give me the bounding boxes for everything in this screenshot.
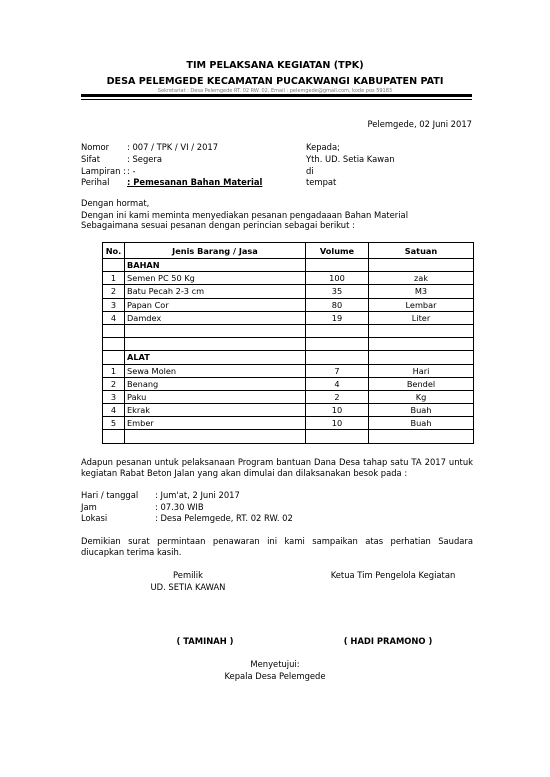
- cell-volume: 100: [306, 272, 369, 285]
- greeting: Dengan hormat,: [81, 198, 150, 208]
- sifat-label: Sifat: [81, 154, 101, 164]
- cell-item: Ember: [125, 417, 306, 430]
- cell-unit: Buah: [369, 417, 474, 430]
- intro-line2: Sebagaimana sesuai pesanan dengan perincian sebagai berikut :: [81, 220, 355, 230]
- table-row: [103, 272, 474, 285]
- letterhead-title: TIM PELAKSANA KEGIATAN (TPK): [186, 60, 364, 71]
- letterhead-divider-thick: [81, 94, 472, 97]
- nomor-label: Nomor: [81, 142, 110, 152]
- cell-no: 2: [103, 285, 125, 298]
- section-row-bahan: [103, 259, 474, 272]
- lampiran-value: : -: [127, 166, 136, 176]
- cell-no: 1: [103, 364, 125, 377]
- cell-item: Sewa Molen: [125, 364, 306, 377]
- cell-unit: Bendel: [369, 377, 474, 390]
- cell-unit: Hari: [369, 364, 474, 377]
- cell-item: Damdex: [125, 311, 306, 324]
- cell-item: Paku: [125, 390, 306, 403]
- recipient-line3: di: [306, 166, 314, 176]
- recipient-line4: tempat: [306, 177, 337, 187]
- cell-no: 3: [103, 298, 125, 311]
- section-label-bahan: BAHAN: [125, 259, 306, 272]
- col-header-item: Jenis Barang / Jasa: [125, 243, 306, 259]
- approval-title: Kepala Desa Pelemgede: [224, 671, 326, 681]
- cell-volume: 10: [306, 417, 369, 430]
- cell-item: Ekrak: [125, 404, 306, 417]
- recipient-line2: Yth. UD. Setia Kawan: [306, 154, 395, 164]
- cell-volume: 35: [306, 285, 369, 298]
- right-signatory-title: Ketua Tim Pengelola Kegiatan: [330, 570, 456, 580]
- col-header-no: No.: [103, 243, 125, 259]
- empty-row: [103, 324, 474, 337]
- col-header-unit: Satuan: [369, 243, 474, 259]
- cell-unit: zak: [369, 272, 474, 285]
- cell-item: Batu Pecah 2-3 cm: [125, 285, 306, 298]
- letterhead-divider-thin: [81, 99, 472, 100]
- jam-label: Jam: [81, 502, 97, 512]
- cell-item: Benang: [125, 377, 306, 390]
- letter-date: Pelemgede, 02 Juni 2017: [367, 119, 472, 129]
- table-row: [103, 298, 474, 311]
- intro-line1: Dengan ini kami meminta menyediakan pesanan pengadaaan Bahan Material: [81, 210, 409, 220]
- hari-value: : Jum'at, 2 Juni 2017: [155, 490, 240, 500]
- table-row: [103, 285, 474, 298]
- cell-unit: Lembar: [369, 298, 474, 311]
- table-header-row: [103, 243, 474, 259]
- perihal-label: Perihal: [81, 177, 110, 187]
- table-row: [103, 417, 474, 430]
- cell-volume: 10: [306, 404, 369, 417]
- cell-no: 4: [103, 404, 125, 417]
- recipient-line1: Kepada;: [306, 142, 340, 152]
- table-row: [103, 311, 474, 324]
- cell-no: 3: [103, 390, 125, 403]
- closing-paragraph: Demikian surat permintaan penawaran ini kami sampaikan atas perhatian Saudara diucapkan terima kasih.: [81, 536, 473, 557]
- cell-volume: 19: [306, 311, 369, 324]
- cell-volume: 80: [306, 298, 369, 311]
- nomor-value: : 007 / TPK / VI / 2017: [127, 142, 219, 152]
- cell-no: 1: [103, 272, 125, 285]
- lokasi-label: Lokasi: [81, 513, 108, 523]
- cell-unit: Buah: [369, 404, 474, 417]
- letterhead-address: Sekretariat : Desa Pelemgede RT. 02 RW. 02, Email : pelemgede@gmail.com, kode pos 59183: [157, 88, 393, 94]
- cell-volume: 4: [306, 377, 369, 390]
- items-table: [102, 242, 474, 444]
- cell-unit: Liter: [369, 311, 474, 324]
- cell-volume: 2: [306, 390, 369, 403]
- purpose-paragraph: Adapun pesanan untuk pelaksanaan Program bantuan Dana Desa tahap satu TA 2017 untuk kegiatan Rabat Beton Jalan yang akan dimulai dan dilaksanakan besok pada :: [81, 457, 473, 478]
- lampiran-label: Lampiran :: [81, 166, 126, 176]
- table-row: [103, 404, 474, 417]
- table-row: [103, 364, 474, 377]
- left-signatory-title: Pemilik: [173, 570, 203, 580]
- cell-item: Papan Cor: [125, 298, 306, 311]
- section-row-alat: [103, 351, 474, 364]
- table-row: [103, 390, 474, 403]
- cell-unit: M3: [369, 285, 474, 298]
- cell-unit: Kg: [369, 390, 474, 403]
- left-signatory-org: UD. SETIA KAWAN: [150, 582, 226, 592]
- cell-no: 4: [103, 311, 125, 324]
- empty-row: [103, 338, 474, 351]
- cell-no: 2: [103, 377, 125, 390]
- hari-label: Hari / tanggal: [81, 490, 139, 500]
- lokasi-value: : Desa Pelemgede, RT. 02 RW. 02: [155, 513, 293, 523]
- empty-row: [103, 430, 474, 443]
- cell-no: 5: [103, 417, 125, 430]
- sifat-value: : Segera: [127, 154, 162, 164]
- cell-volume: 7: [306, 364, 369, 377]
- jam-value: : 07.30 WIB: [155, 502, 204, 512]
- perihal-value: : Pemesanan Bahan Material: [127, 177, 263, 187]
- letterhead-subtitle: DESA PELEMGEDE KECAMATAN PUCAKWANGI KABUPATEN PATI: [106, 76, 444, 87]
- col-header-volume: Volume: [306, 243, 369, 259]
- table-row: [103, 377, 474, 390]
- right-signatory-name: ( HADI PRAMONO ): [343, 636, 433, 646]
- section-label-alat: ALAT: [125, 351, 306, 364]
- cell-item: Semen PC 50 Kg: [125, 272, 306, 285]
- left-signatory-name: ( TAMINAH ): [176, 636, 234, 646]
- approval-label: Menyetujui:: [250, 659, 300, 669]
